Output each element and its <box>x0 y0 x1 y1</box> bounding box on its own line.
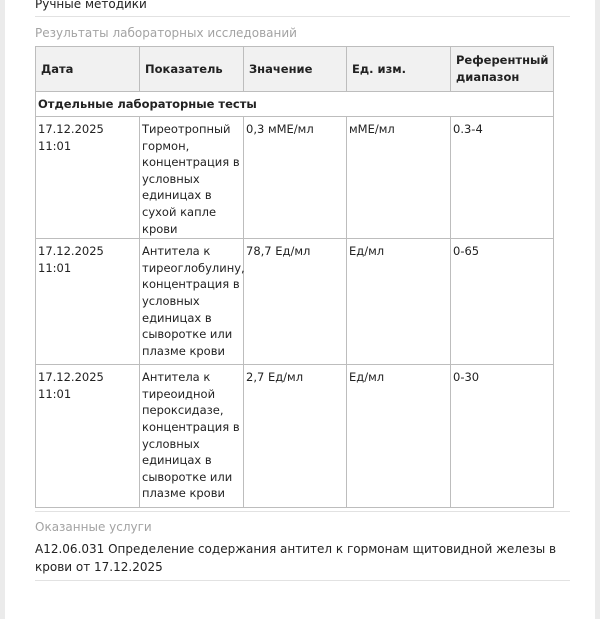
cell-unit: Ед/мл <box>347 365 451 508</box>
cell-value: 78,7 Ед/мл <box>244 239 347 365</box>
column-header-unit: Ед. изм. <box>347 47 451 92</box>
lab-results-title: Результаты лабораторных исследований <box>35 26 297 40</box>
cell-indicator: Антитела к тиреоидной пероксидазе, концентрация в условных единицах в сыворотке или плазме крови <box>140 365 244 508</box>
section-divider <box>35 511 570 512</box>
cell-indicator: Антитела к тиреоглобулину, концентрация в условных единицах в сыворотке или плазме крови <box>140 239 244 365</box>
cell-date: 17.12.2025 11:01 <box>36 365 140 508</box>
methods-heading: Ручные методики <box>35 0 570 17</box>
lab-results-table <box>35 46 554 508</box>
group-row <box>36 92 554 117</box>
table-header-row <box>36 47 554 92</box>
table-row <box>36 117 554 239</box>
cell-range: 0-30 <box>451 365 554 508</box>
group-label: Отдельные лабораторные тесты <box>36 92 554 117</box>
cell-indicator: Тиреотропный гормон, концентрация в условных единицах в сухой капле крови <box>140 117 244 239</box>
document-sheet <box>5 0 595 619</box>
cell-value: 0,3 мМЕ/мл <box>244 117 347 239</box>
cell-unit: Ед/мл <box>347 239 451 365</box>
services-text: A12.06.031 Определение содержания антител к гормонам щитовидной железы в крови от 17.12.2025 <box>35 540 570 581</box>
cell-range: 0-65 <box>451 239 554 365</box>
cell-value: 2,7 Ед/мл <box>244 365 347 508</box>
cell-range: 0.3-4 <box>451 117 554 239</box>
column-header-indicator: Показатель <box>140 47 244 92</box>
column-header-date: Дата <box>36 47 140 92</box>
table-row <box>36 239 554 365</box>
cell-date: 17.12.2025 11:01 <box>36 117 140 239</box>
services-title: Оказанные услуги <box>35 520 152 534</box>
table-row <box>36 365 554 508</box>
column-header-value: Значение <box>244 47 347 92</box>
cell-date: 17.12.2025 11:01 <box>36 239 140 365</box>
column-header-range: Референтный диапазон <box>451 47 554 92</box>
cell-unit: мМЕ/мл <box>347 117 451 239</box>
